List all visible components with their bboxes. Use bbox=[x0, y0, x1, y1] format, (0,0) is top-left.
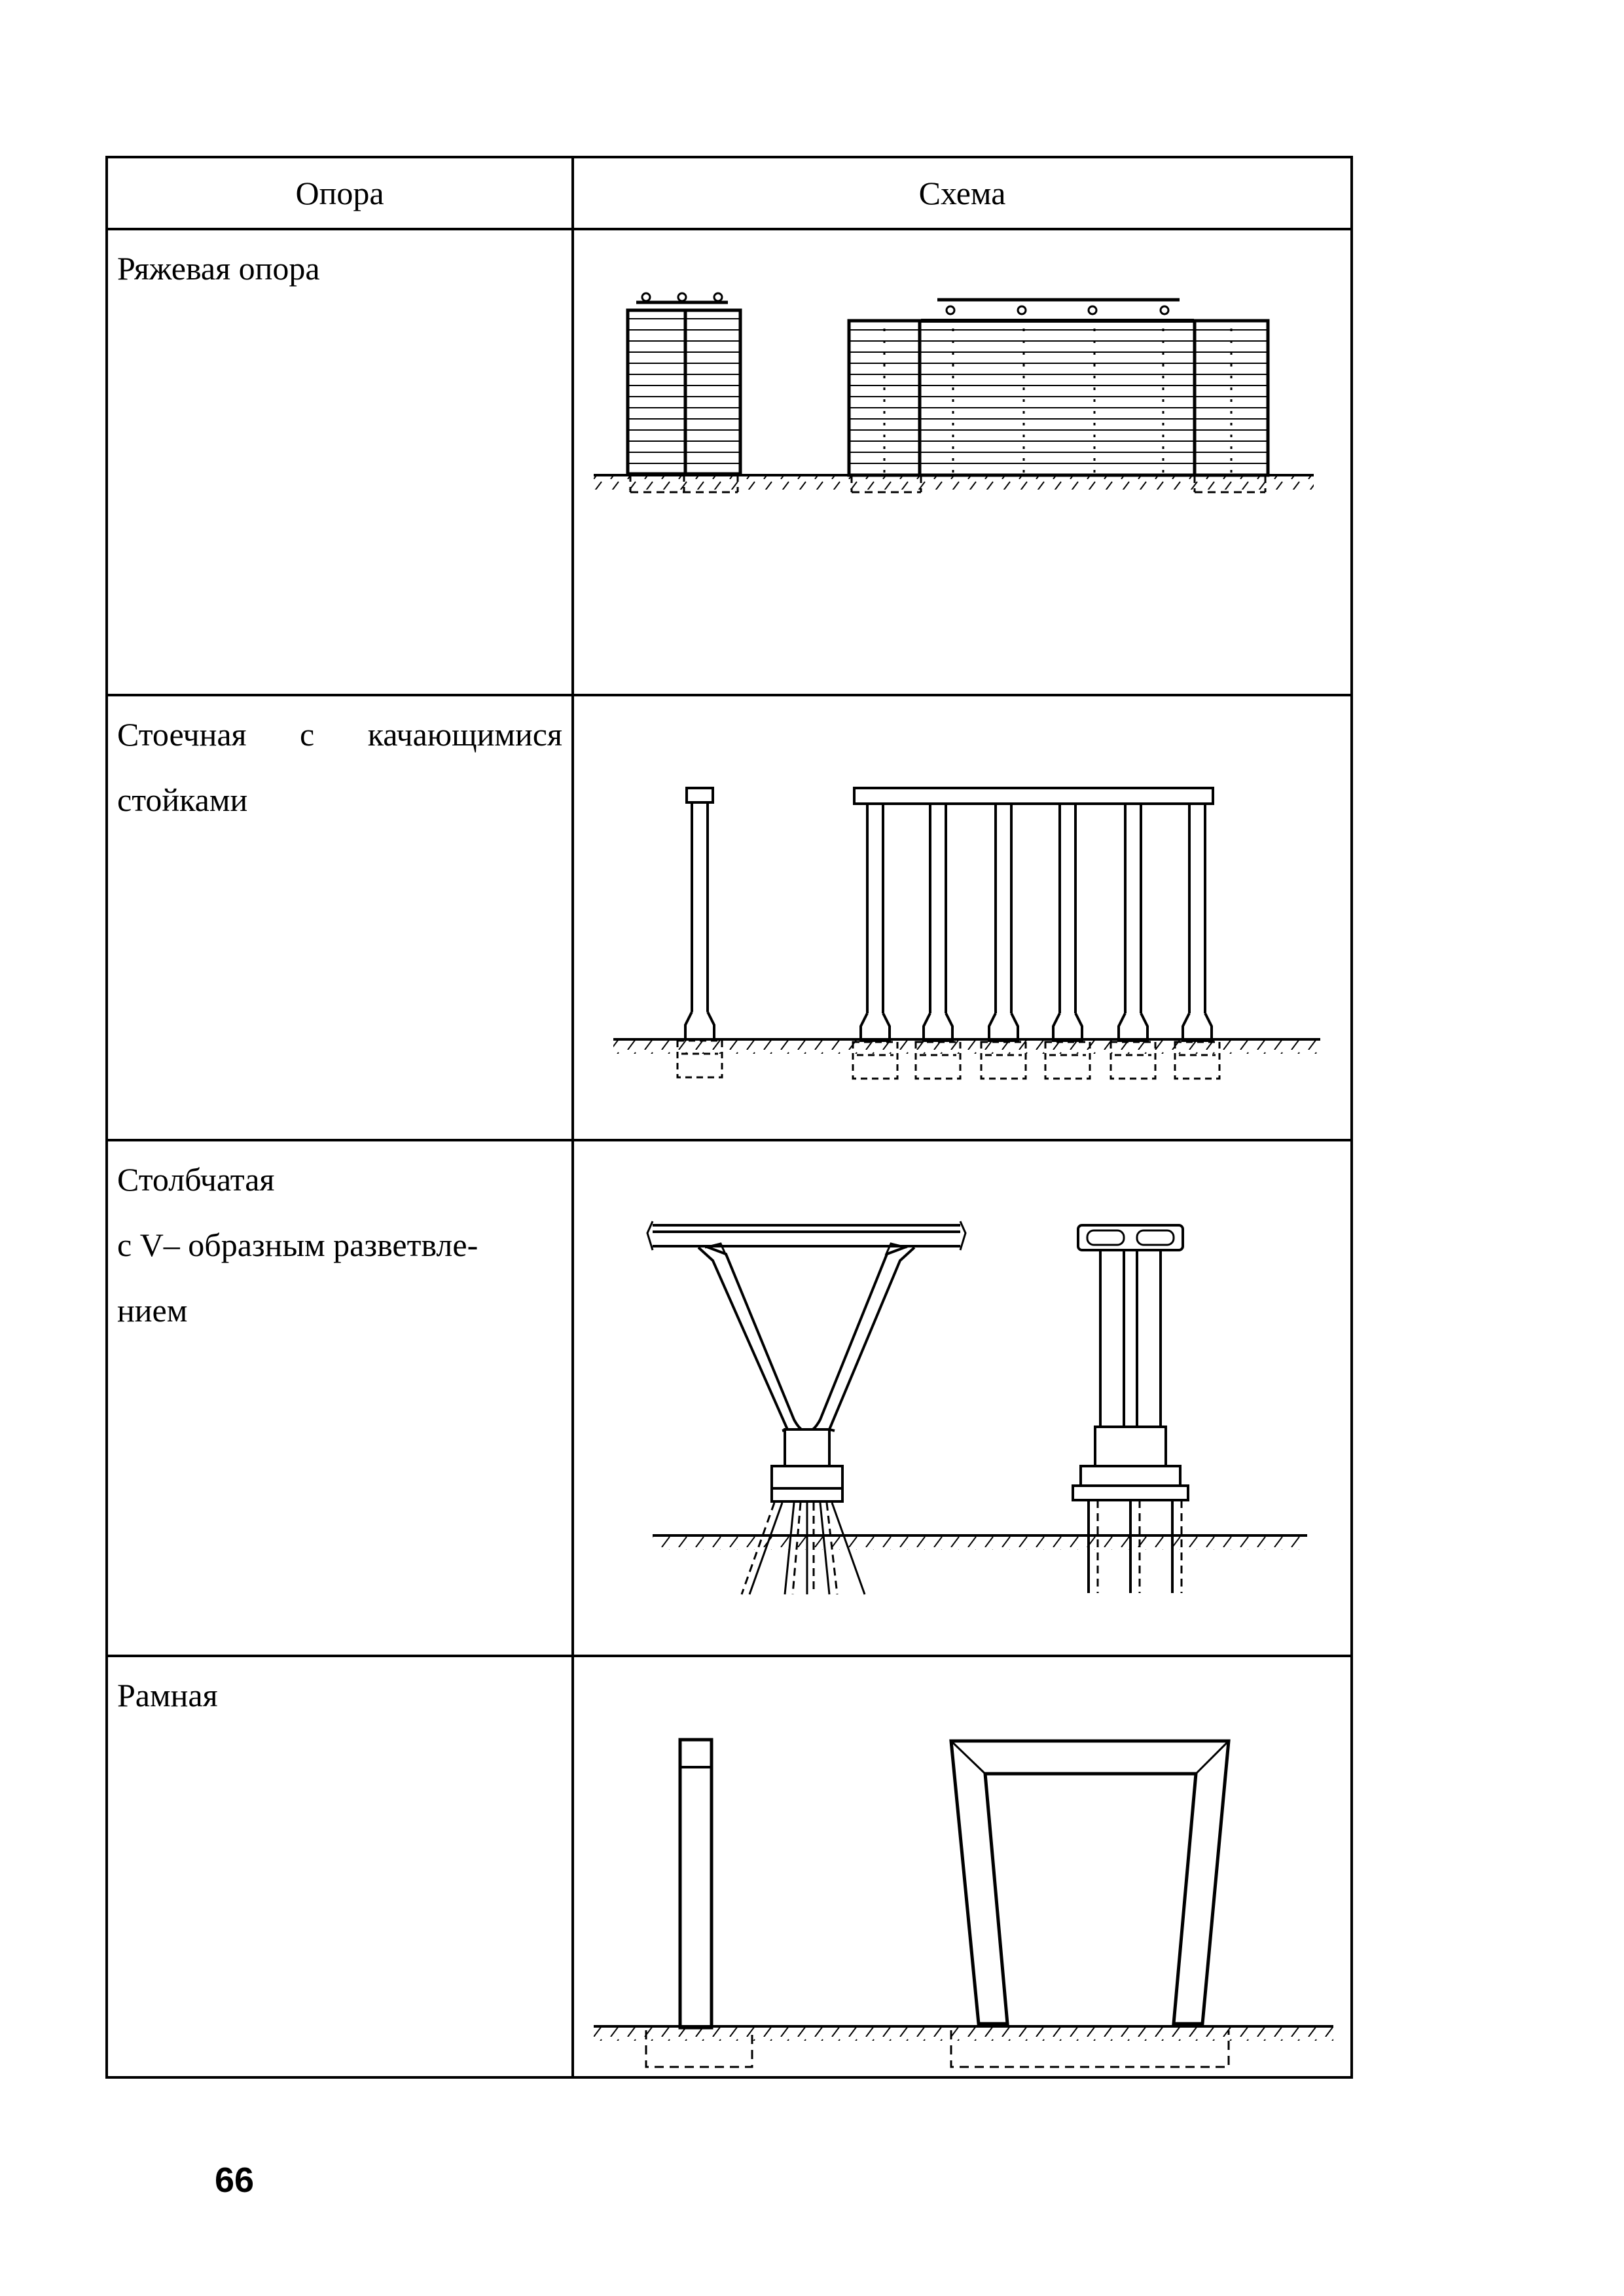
pier-types-table bbox=[105, 156, 1353, 2079]
pier-name-line: Стоечная с качающимися bbox=[117, 716, 562, 753]
ground-line bbox=[653, 1535, 1307, 1550]
frame-pier-side-view bbox=[646, 1740, 752, 2067]
header-pier: Опора bbox=[107, 157, 573, 229]
rocking-columns-front-view bbox=[853, 788, 1219, 1079]
ground-line bbox=[613, 1039, 1320, 1054]
scheme-cell bbox=[573, 229, 1352, 695]
header-scheme: Схема bbox=[573, 157, 1352, 229]
table-row bbox=[107, 1140, 1352, 1656]
rocking-column-pier-scheme-icon bbox=[574, 696, 1353, 1139]
pier-name-cell bbox=[107, 695, 573, 1140]
crib-pier-scheme-icon bbox=[574, 230, 1353, 694]
table-header-row bbox=[107, 157, 1352, 229]
page-number: 66 bbox=[215, 2161, 255, 2200]
scheme-cell bbox=[573, 1140, 1352, 1656]
pier-name-cell bbox=[107, 1140, 573, 1656]
ground-line bbox=[594, 475, 1314, 490]
v-branched-column-pier-scheme-icon bbox=[574, 1141, 1353, 1655]
scheme-cell bbox=[573, 1656, 1352, 2077]
pier-name-line: Ряжевая опора bbox=[117, 250, 320, 287]
table-row bbox=[107, 1656, 1352, 2077]
rocking-column-side-view bbox=[677, 788, 722, 1077]
table-row bbox=[107, 229, 1352, 695]
frame-pier-scheme-icon bbox=[574, 1657, 1353, 2076]
pier-name-cell bbox=[107, 1656, 573, 2077]
crib-pier-wide bbox=[849, 300, 1268, 492]
scheme-cell bbox=[573, 695, 1352, 1140]
pier-name-cell bbox=[107, 229, 573, 695]
pier-name-line: стойками bbox=[117, 781, 248, 818]
pier-name-line: Столбчатая bbox=[117, 1161, 275, 1198]
frame-pier-front-view bbox=[951, 1741, 1229, 2067]
pier-name-line: с V– образным разветвле- bbox=[117, 1227, 478, 1263]
pier-name-line: нием bbox=[117, 1292, 188, 1329]
pier-name-line: Рамная bbox=[117, 1677, 218, 1713]
ground-line bbox=[594, 2026, 1333, 2041]
table-row bbox=[107, 695, 1352, 1140]
crib-pier-narrow bbox=[628, 293, 740, 492]
